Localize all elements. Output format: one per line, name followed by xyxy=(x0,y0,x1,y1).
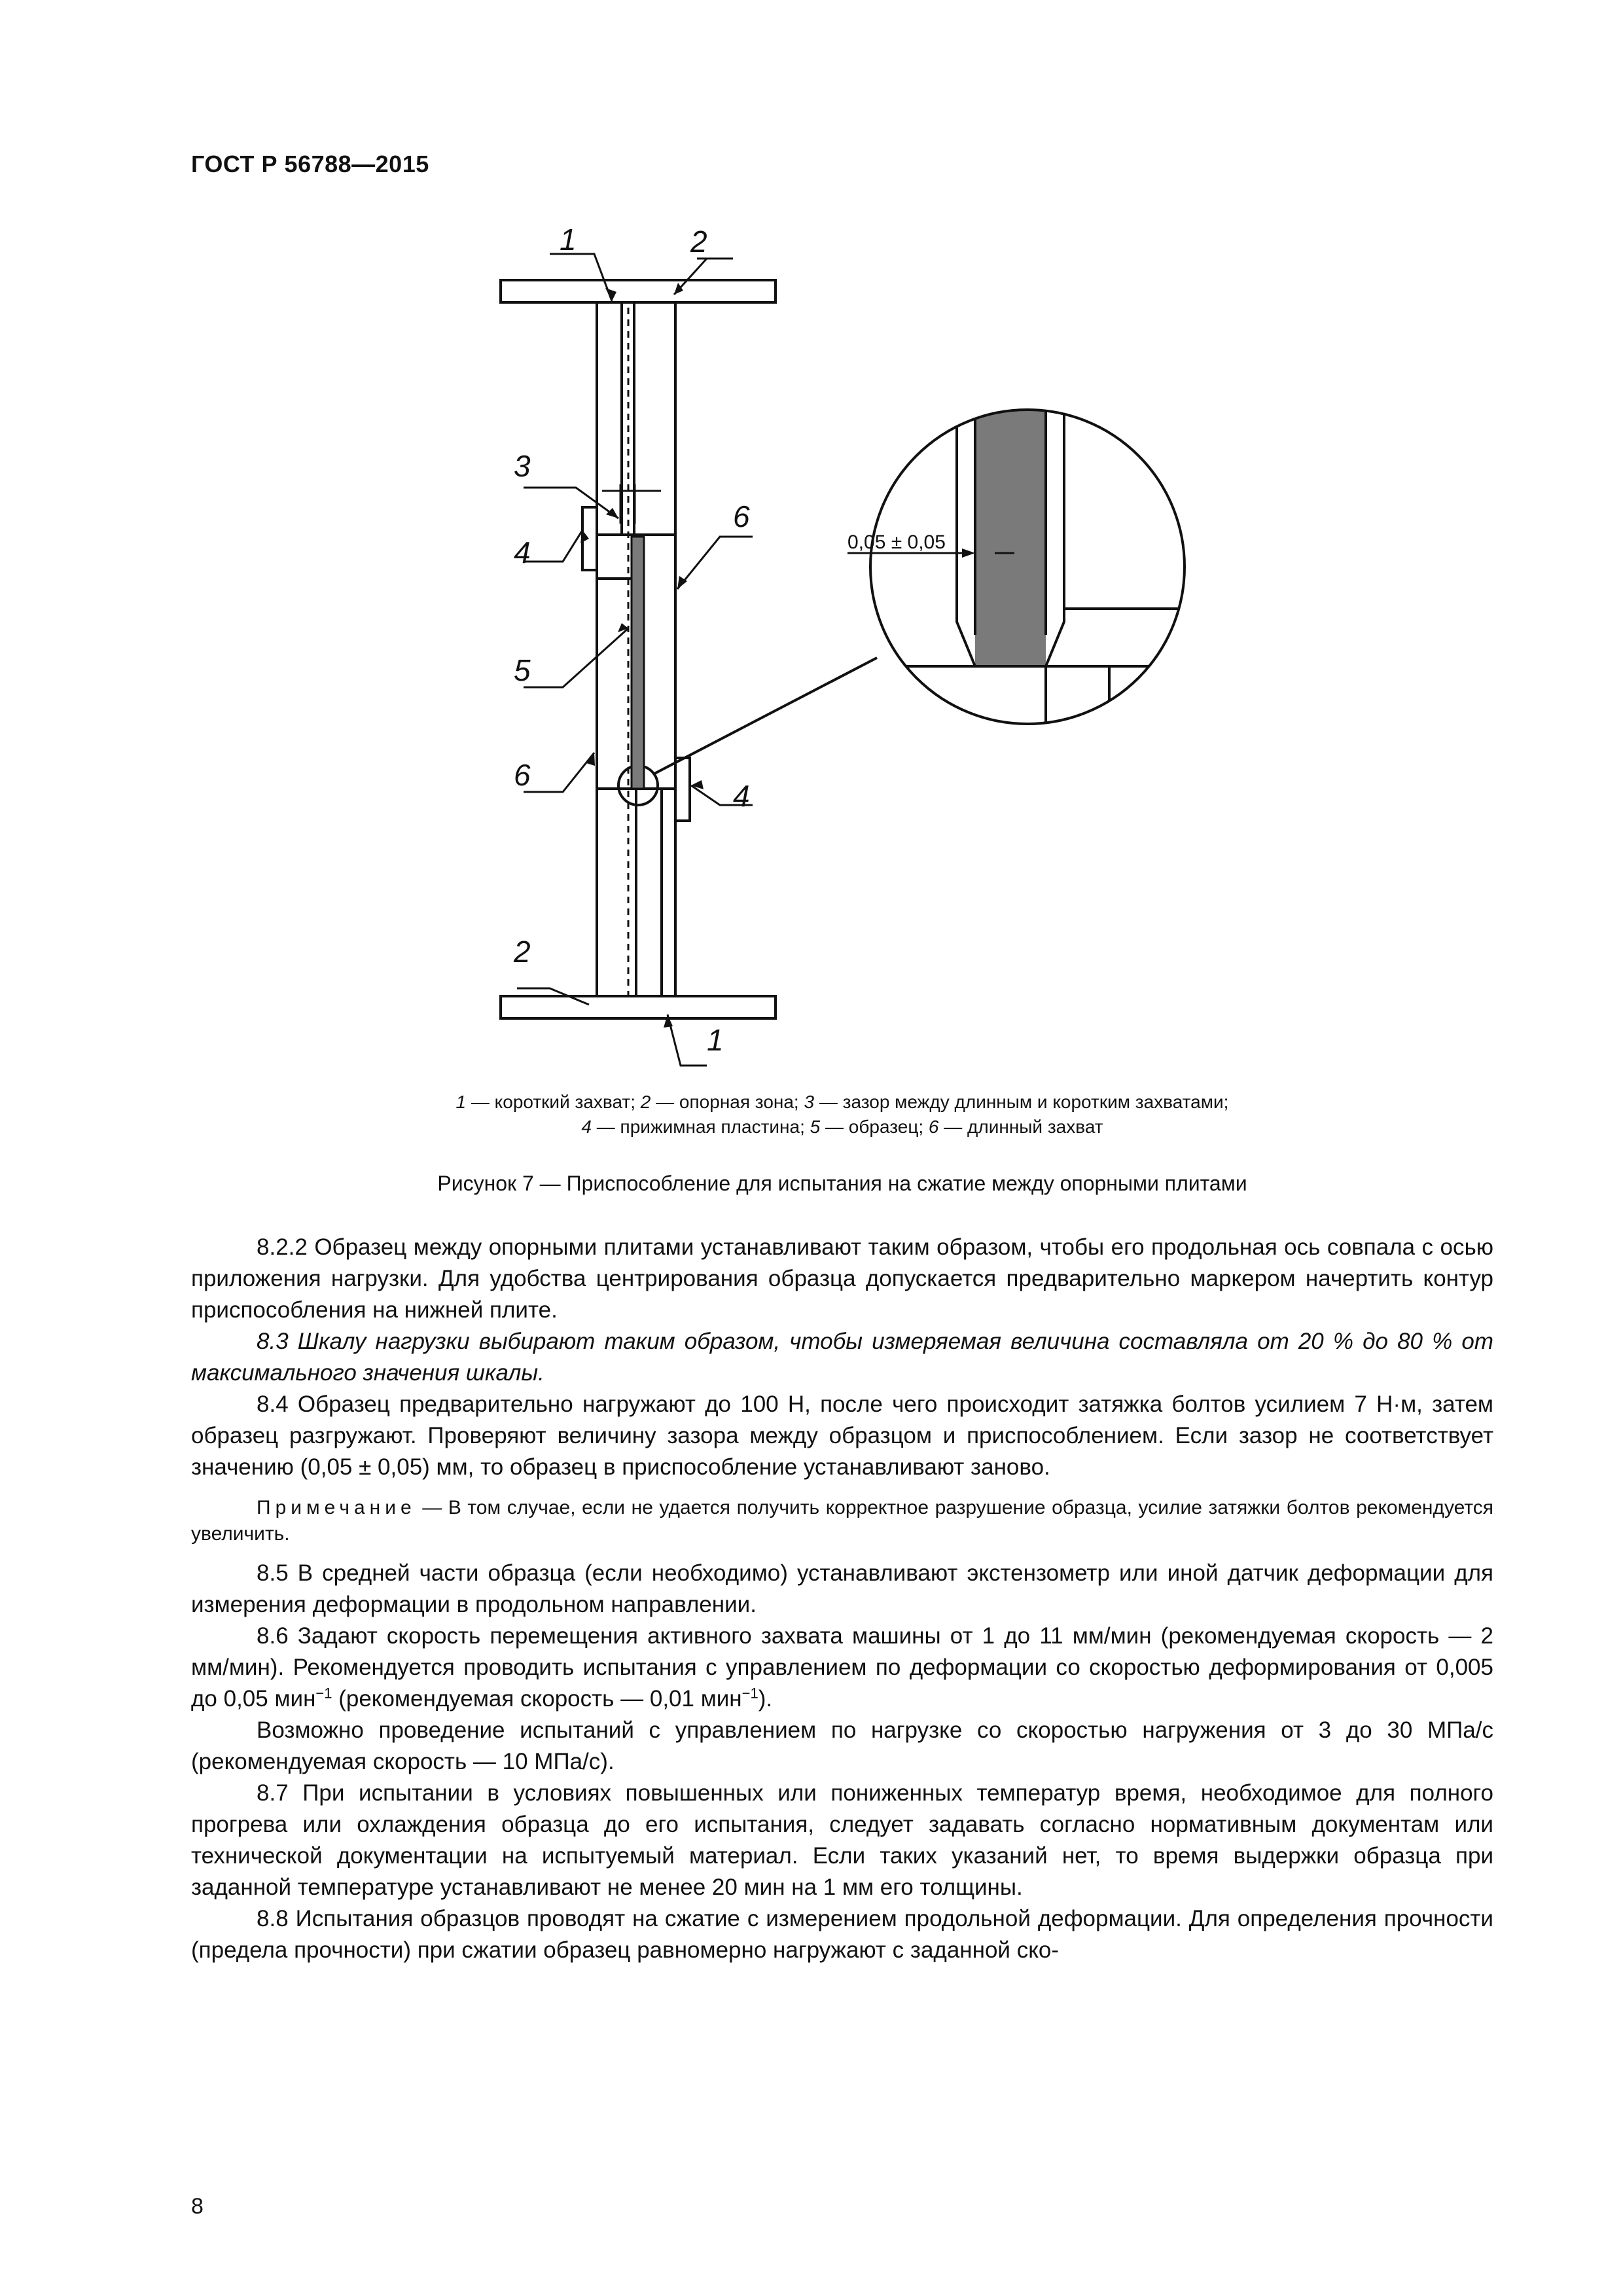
bottom-support-plate xyxy=(501,996,776,1018)
body-text xyxy=(191,1232,1493,1966)
paragraph-8-5: 8.5 В средней части образца (если необходимо) устанавливают экстензометр или иной датчик деформации для измерения деформации в продольном направлении. xyxy=(191,1560,1493,1617)
label-6-lower: 6 xyxy=(514,758,531,792)
figure-legend-line-2: 4 — прижимная пластина; 5 — образец; 6 — длинный захват xyxy=(581,1117,1103,1137)
paragraph-8-6: 8.6 Задают скорость перемещения активного захвата машины от 1 до 11 мм/мин (рекомендуемая скорость — 2 мм/мин). Рекомендуется проводить испытания с управлением по деформации со скоростью деформирования от 0,005 до 0,05 мин$^{-1}$ (рекомендуемая скорость — 0,01 мин$^{-1}$). xyxy=(191,1623,1493,1712)
page-number: 8 xyxy=(191,2194,204,2219)
paragraph-8-6-continued: Возможно проведение испытаний с управлением по нагрузке со скоростью нагружения от 3 до 30 МПа/с (рекомендуемая скорость — 10 МПа/с). xyxy=(191,1717,1493,1774)
label-5: 5 xyxy=(514,653,531,687)
note-text: — В том случае, если не удается получить корректное разрушение образца, усилие затяжки болтов рекомендуется увеличить. xyxy=(191,1497,1493,1545)
label-1-top: 1 xyxy=(560,223,577,257)
paragraph-8-3: 8.3 Шкалу нагрузки выбирают таким образом, чтобы измеряемая величина составляла от 20 % до 80 % от максимального значения шкалы. xyxy=(191,1329,1493,1386)
label-3: 3 xyxy=(514,449,531,483)
lower-long-grip xyxy=(662,789,675,996)
paragraph-8-8: 8.8 Испытания образцов проводят на сжатие с измерением продольной деформации. Для определения прочности (предела прочности) при сжатии образец равномерно нагружают с заданной ско- xyxy=(191,1906,1493,1963)
label-6-upper: 6 xyxy=(733,499,750,533)
gap-dimension-label: 0,05 ± 0,05 xyxy=(847,531,946,553)
paragraph-8-2-2: 8.2.2 Образец между опорными плитами устанавливают таким образом, чтобы его продольная ось совпала с осью приложения нагрузки. Для удобства центрирования образца допускается предварительно маркером начертить контур приспособления на нижней плите. xyxy=(191,1234,1493,1323)
top-support-plate xyxy=(501,280,776,302)
figure-legend-line-1: 1 — короткий захват; 2 — опорная зона; 3 — зазор между длинным и коротким захватами; xyxy=(455,1092,1229,1112)
label-1-bottom: 1 xyxy=(707,1023,724,1057)
document-header: ГОСТ Р 56788—2015 xyxy=(191,151,429,177)
label-4-right: 4 xyxy=(733,779,750,813)
paragraph-8-7: 8.7 При испытании в условиях повышенных или пониженных температур время, необходимое для полного прогрева или охлаждения образца до его испытания, следует задавать согласно нормативным документам или технической документации на испытуемый материал. Если таких указаний нет, то время выдержки образца при заданной температуре устанавливают не менее 20 мин на 1 мм его толщины. xyxy=(191,1780,1493,1900)
note xyxy=(191,1495,1493,1547)
label-2-top: 2 xyxy=(690,224,707,259)
figure-caption: Рисунок 7 — Приспособление для испытания на сжатие между опорными плитами xyxy=(437,1172,1247,1195)
specimen xyxy=(632,537,644,789)
right-clamp-plate xyxy=(675,758,690,821)
label-2-bottom: 2 xyxy=(514,935,531,969)
label-4-left: 4 xyxy=(514,535,531,569)
note-label: Примечание xyxy=(257,1497,416,1518)
magnified-detail xyxy=(847,393,1191,733)
upper-short-grip xyxy=(634,302,675,535)
paragraph-8-4: 8.4 Образец предварительно нагружают до 100 Н, после чего происходит затяжка болтов усилием 7 Н·м, затем образец разгружают. Проверяют величину зазора между образцом и приспособлением. Если зазор не соответствует значению (0,05 ± 0,05) мм, то образец в приспособление устанавливают заново. xyxy=(191,1391,1493,1480)
lower-short-grip xyxy=(597,789,636,996)
